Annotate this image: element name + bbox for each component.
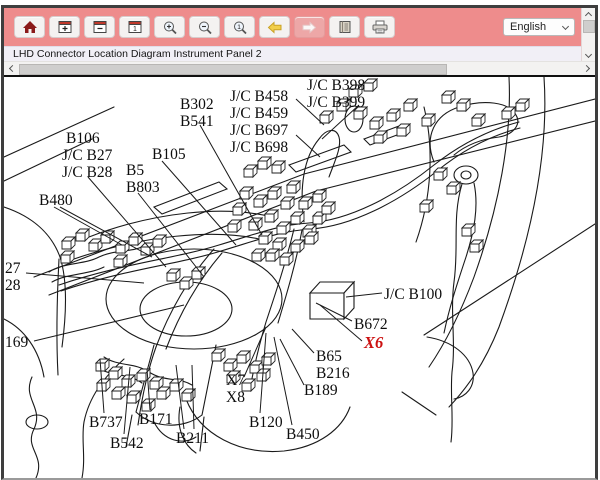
window-minus-button[interactable] bbox=[84, 16, 115, 38]
window-plus-button[interactable] bbox=[49, 16, 80, 38]
connector-label-x7: X7 bbox=[226, 372, 245, 389]
connector-label-b65: B65 bbox=[316, 348, 342, 365]
connector-label-j-c-b697: J/C B697 bbox=[230, 122, 289, 139]
horizontal-scroll-thumb[interactable] bbox=[19, 64, 447, 75]
title-bar bbox=[4, 46, 595, 61]
connector-label-x8: X8 bbox=[226, 389, 245, 406]
connector-label-j-c-b698: J/C B698 bbox=[230, 139, 289, 156]
viewer-window bbox=[1, 5, 598, 480]
vertical-scrollbar[interactable] bbox=[581, 8, 595, 61]
forward-button[interactable] bbox=[294, 16, 325, 38]
window-single-button[interactable] bbox=[119, 16, 150, 38]
connector-label-b450: B450 bbox=[286, 426, 320, 443]
language-select[interactable] bbox=[503, 18, 575, 36]
connector-label-b189: B189 bbox=[304, 382, 338, 399]
back-button[interactable] bbox=[259, 16, 290, 38]
horizontal-scrollbar[interactable] bbox=[4, 61, 595, 75]
book-icon bbox=[337, 20, 353, 34]
printer-icon bbox=[371, 20, 389, 34]
scroll-left-arrow[interactable] bbox=[4, 62, 18, 75]
connector-label-j-c-b459: J/C B459 bbox=[230, 105, 289, 122]
home-button[interactable] bbox=[14, 16, 45, 38]
connector-label-b541: B541 bbox=[180, 113, 214, 130]
window-one-icon bbox=[127, 20, 143, 34]
svg-text:1: 1 bbox=[132, 26, 137, 33]
connector-label-j-c-b100: J/C B100 bbox=[384, 286, 443, 303]
connector-label-b302: B302 bbox=[180, 96, 214, 113]
language-select-value: English bbox=[510, 21, 547, 33]
scroll-up-arrow[interactable] bbox=[582, 8, 595, 20]
zoom-out-button[interactable] bbox=[189, 16, 220, 38]
forward-arrow-icon bbox=[301, 21, 318, 34]
connector-label-x6: X6 bbox=[364, 333, 384, 352]
page-title: LHD Connector Location Diagram Instrument Panel 2 bbox=[13, 48, 262, 60]
scroll-down-arrow[interactable] bbox=[582, 49, 595, 61]
diagram-labels-layer bbox=[4, 77, 595, 478]
window-plus-icon bbox=[57, 20, 73, 34]
connector-label-b737: B737 bbox=[89, 414, 123, 431]
connector-label-169: 169 bbox=[5, 334, 29, 351]
connector-label-j-c-b458: J/C B458 bbox=[230, 88, 289, 105]
diagram-viewport[interactable] bbox=[4, 75, 595, 478]
connector-label-b106: B106 bbox=[66, 130, 100, 147]
zoom-actual-size-button[interactable] bbox=[224, 16, 255, 38]
home-icon bbox=[22, 20, 38, 34]
toolbar bbox=[4, 8, 595, 46]
connector-label-b803: B803 bbox=[126, 179, 160, 196]
window-minus-icon bbox=[92, 20, 108, 34]
svg-text:1: 1 bbox=[236, 23, 241, 31]
connector-label-28: 28 bbox=[5, 277, 21, 294]
connector-label-b5: B5 bbox=[126, 162, 145, 179]
connector-label-b120: B120 bbox=[249, 414, 283, 431]
connector-label-b211: B211 bbox=[176, 430, 210, 447]
connector-label-b542: B542 bbox=[110, 435, 144, 452]
zoom-in-button[interactable] bbox=[154, 16, 185, 38]
connector-label-b171: B171 bbox=[139, 411, 173, 428]
connector-label-b216: B216 bbox=[316, 365, 350, 382]
scroll-right-arrow[interactable] bbox=[581, 62, 595, 75]
connector-label-j-c-b398: J/C B398 bbox=[307, 77, 366, 94]
chevron-down-icon bbox=[562, 22, 569, 29]
window-chrome bbox=[4, 8, 595, 75]
print-button[interactable] bbox=[364, 16, 395, 38]
connector-label-b672: B672 bbox=[354, 316, 388, 333]
connector-label-27: 27 bbox=[5, 260, 21, 277]
connector-label-j-c-b27: J/C B27 bbox=[62, 147, 113, 164]
connector-label-j-c-b399: J/C B399 bbox=[307, 94, 366, 111]
back-arrow-icon bbox=[266, 21, 283, 34]
connector-label-b480: B480 bbox=[39, 192, 73, 209]
vertical-scroll-thumb[interactable] bbox=[583, 20, 595, 33]
connector-label-b105: B105 bbox=[152, 146, 186, 163]
zoom-out-icon bbox=[197, 20, 213, 35]
zoom-100-icon bbox=[232, 20, 248, 35]
document-index-button[interactable] bbox=[329, 16, 360, 38]
connector-label-j-c-b28: J/C B28 bbox=[62, 164, 113, 181]
zoom-in-icon bbox=[162, 20, 178, 35]
